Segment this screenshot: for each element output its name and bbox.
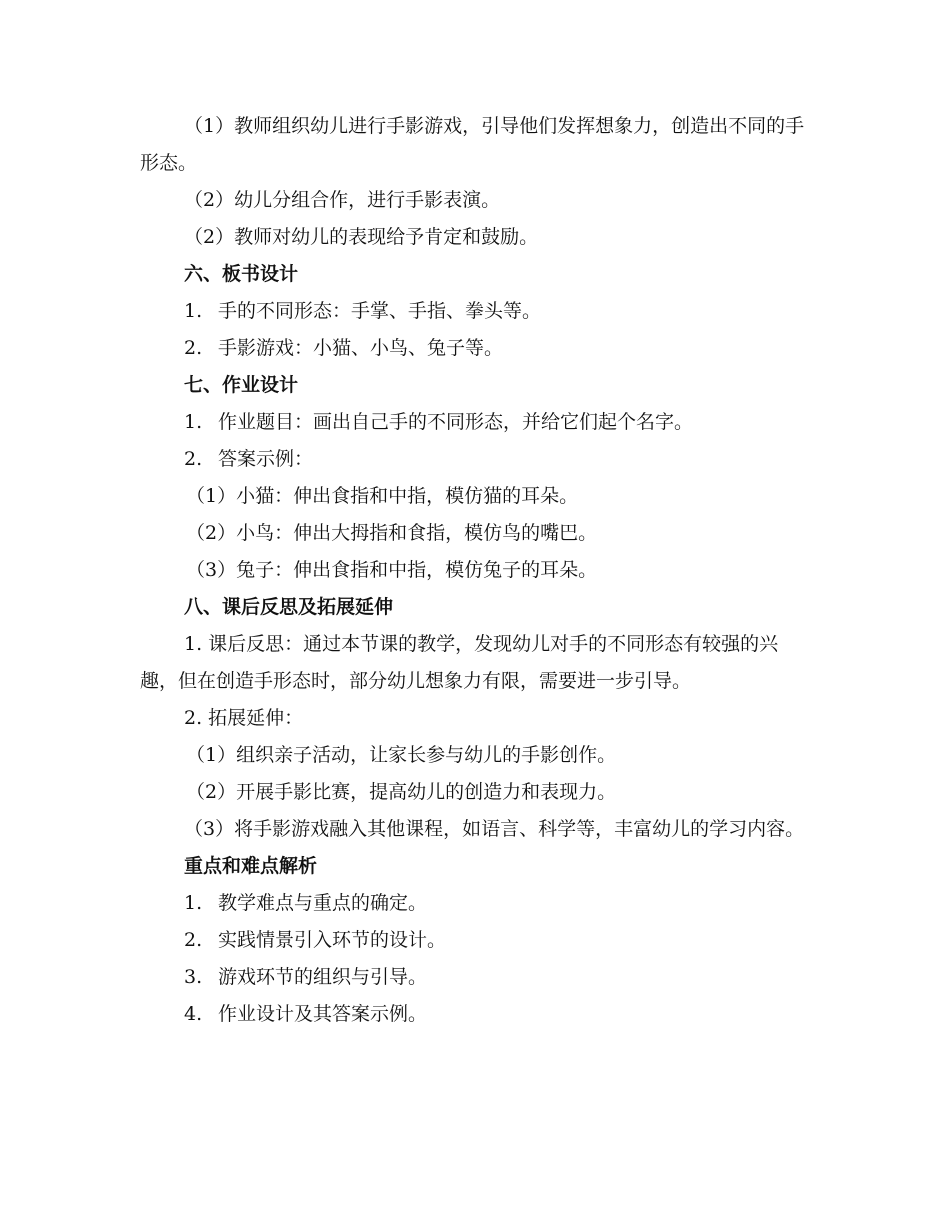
item-text: 作业题目：画出自己手的不同形态，并给它们起个名字。 bbox=[218, 411, 694, 433]
item-text: 手影游戏：小猫、小鸟、兔子等。 bbox=[218, 337, 504, 359]
item-text: 游戏环节的组织与引导。 bbox=[218, 966, 428, 988]
activity-paragraph-1: （1）教师组织幼儿进行手影游戏，引导他们发挥想象力，创造出不同的手形态。 bbox=[140, 115, 805, 174]
item-number: 2. bbox=[184, 448, 203, 470]
key-point-item bbox=[140, 959, 810, 996]
section-heading-blackboard-design: 六、板书设计 bbox=[184, 263, 299, 285]
extension-item: （2）开展手影比赛，提高幼儿的创造力和表现力。 bbox=[186, 781, 617, 803]
item-text: 答案示例： bbox=[218, 448, 314, 470]
extension-item-3: （3）将手影游戏融入其他课程，如语言、科学等，丰富幼儿的学习内容。 bbox=[184, 818, 805, 840]
activity-paragraph-2: （2）幼儿分组合作，进行手影表演。 bbox=[184, 189, 501, 211]
answer-example: （2）小鸟：伸出大拇指和食指，模仿鸟的嘴巴。 bbox=[186, 522, 598, 544]
key-point-item bbox=[140, 996, 810, 1033]
answer-example: （3）兔子：伸出食指和中指，模仿兔子的耳朵。 bbox=[186, 559, 598, 581]
key-point-item bbox=[140, 885, 810, 922]
blackboard-item bbox=[140, 330, 810, 367]
item-text: 手的不同形态：手掌、手指、拳头等。 bbox=[218, 300, 542, 322]
item-number: 1. bbox=[184, 892, 203, 914]
item-text: 教学难点与重点的确定。 bbox=[218, 892, 428, 914]
item-number: 2. bbox=[184, 337, 203, 359]
activity-paragraph-3: （2）教师对幼儿的表现给予肯定和鼓励。 bbox=[184, 226, 539, 248]
blackboard-item bbox=[140, 293, 810, 330]
homework-item bbox=[140, 404, 810, 441]
reflection-paragraph: 1. 课后反思：通过本节课的教学，发现幼儿对手的不同形态有较强的兴趣，但在创造手形态时，部分幼儿想象力有限，需要进一步引导。 bbox=[140, 633, 779, 692]
item-number: 1. bbox=[184, 411, 203, 433]
section-heading-reflection: 八、课后反思及拓展延伸 bbox=[184, 596, 394, 618]
item-number: 2. bbox=[184, 929, 203, 951]
section-heading-homework-design: 七、作业设计 bbox=[184, 374, 299, 396]
item-number: 3. bbox=[184, 966, 203, 988]
item-number: 1. bbox=[184, 300, 203, 322]
item-number: 4. bbox=[184, 1003, 203, 1025]
homework-item bbox=[140, 441, 810, 478]
document-body bbox=[140, 108, 810, 1033]
item-text: 作业设计及其答案示例。 bbox=[218, 1003, 428, 1025]
extension-item: （1）组织亲子活动，让家长参与幼儿的手影创作。 bbox=[186, 744, 617, 766]
key-point-item bbox=[140, 922, 810, 959]
answer-example: （1）小猫：伸出食指和中指，模仿猫的耳朵。 bbox=[186, 485, 579, 507]
section-heading-key-points: 重点和难点解析 bbox=[184, 855, 318, 877]
extension-title: 2. 拓展延伸： bbox=[184, 707, 304, 729]
item-text: 实践情景引入环节的设计。 bbox=[218, 929, 447, 951]
